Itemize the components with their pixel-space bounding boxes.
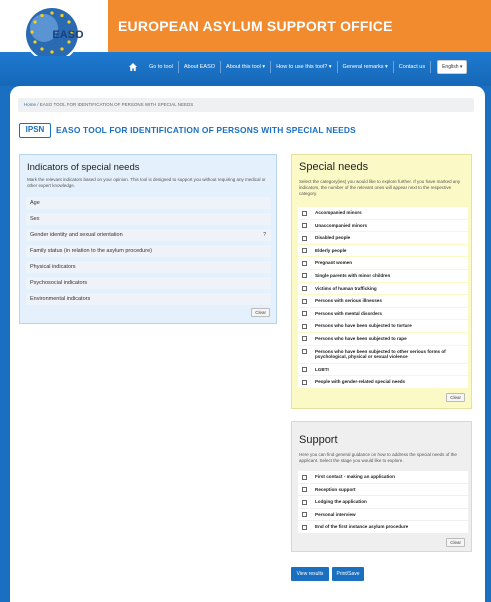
support-list	[298, 471, 468, 534]
item-label: Personal interview	[315, 511, 356, 517]
support-stage-item[interactable]	[298, 509, 468, 521]
support-title: Support	[299, 434, 338, 446]
special-need-item[interactable]	[298, 245, 468, 257]
checkbox[interactable]	[302, 487, 307, 492]
special-need-item[interactable]	[298, 207, 468, 219]
help-icon[interactable]: ?	[263, 232, 266, 238]
support-clear-button[interactable]: Clear	[446, 538, 465, 547]
item-label: End of the first instance asylum procedure	[315, 524, 409, 530]
item-label: Persons who have been subjected to rape	[315, 335, 407, 341]
special-need-item[interactable]	[298, 232, 468, 244]
indicators-panel	[19, 154, 277, 324]
indicator-family-status[interactable]	[26, 245, 271, 257]
item-label: Unaccompanied minors	[315, 222, 368, 228]
checkbox[interactable]	[302, 223, 307, 228]
indicator-label: Age	[30, 200, 40, 206]
special-need-item[interactable]	[298, 220, 468, 232]
checkbox[interactable]	[302, 512, 307, 517]
nav-general-remarks[interactable]: General remarks ▾	[338, 61, 394, 73]
breadcrumb-home[interactable]: Home	[24, 102, 37, 107]
checkbox[interactable]	[302, 475, 307, 480]
indicator-gender-identity[interactable]	[26, 229, 271, 241]
page-title: EASO TOOL FOR IDENTIFICATION OF PERSONS WITH SPECIAL NEEDS	[56, 125, 356, 135]
header-title-band	[108, 0, 491, 52]
nav-about-easo[interactable]: About EASO	[179, 61, 221, 73]
special-need-item[interactable]	[298, 295, 468, 307]
checkbox[interactable]	[302, 336, 307, 341]
special-need-item[interactable]	[298, 376, 468, 388]
checkbox[interactable]	[302, 367, 307, 372]
special-needs-list	[298, 207, 468, 389]
item-label: Reception support	[315, 486, 356, 492]
indicator-label: Psychosocial indicators	[30, 280, 88, 286]
special-needs-description: Select the category(ies) you would like to explore further. If you have marked any indicators, the number of the relevant ones will appear next to the respective category.	[299, 179, 461, 196]
checkbox[interactable]	[302, 273, 307, 278]
checkbox[interactable]	[302, 500, 307, 505]
indicator-age[interactable]	[26, 197, 271, 209]
print-save-button[interactable]: Print/Save	[332, 567, 364, 581]
checkbox[interactable]	[302, 248, 307, 253]
checkbox[interactable]	[302, 525, 307, 530]
item-label: Disabled people	[315, 235, 351, 241]
item-label: Single parents with minor children	[315, 272, 391, 278]
logo-text: EASO	[52, 29, 84, 41]
item-label: Lodging the application	[315, 499, 367, 505]
special-need-item[interactable]	[298, 257, 468, 269]
indicators-clear-button[interactable]: Clear	[251, 308, 270, 317]
view-results-button[interactable]: View results	[291, 567, 329, 581]
checkbox[interactable]	[302, 286, 307, 291]
main-nav	[128, 59, 467, 75]
checkbox[interactable]	[302, 311, 307, 316]
item-label: Pregnant women	[315, 260, 353, 266]
easo-logo[interactable]	[10, 4, 98, 56]
checkbox[interactable]	[302, 261, 307, 266]
support-description: Here you can find general guidance on how to address the special needs of the applicant. Select the stage you would like to explore.	[299, 452, 457, 463]
item-label: Accompanied minors	[315, 210, 362, 215]
checkbox[interactable]	[302, 324, 307, 329]
indicator-label: Family status (in relation to the asylum procedure)	[30, 248, 152, 254]
checkbox[interactable]	[302, 211, 307, 216]
nav-about-tool[interactable]: About this tool ▾	[221, 61, 271, 73]
item-label: Persons with mental disorders	[315, 310, 382, 316]
indicator-label: Physical indicators	[30, 264, 76, 270]
support-stage-item[interactable]	[298, 521, 468, 533]
special-needs-title: Special needs	[299, 161, 369, 173]
indicators-title: Indicators of special needs	[27, 162, 140, 173]
nav-go-to-tool[interactable]: Go to tool	[144, 61, 179, 73]
indicator-sex[interactable]	[26, 213, 271, 225]
nav-contact-us[interactable]: Contact us	[394, 61, 431, 73]
indicator-physical[interactable]	[26, 261, 271, 273]
site-title: EUROPEAN ASYLUM SUPPORT OFFICE	[118, 18, 393, 34]
special-needs-clear-button[interactable]: Clear	[446, 393, 465, 402]
item-label: Persons with serious illnesses	[315, 298, 382, 304]
indicator-environmental[interactable]	[26, 293, 271, 305]
special-need-item[interactable]	[298, 346, 468, 363]
special-need-item[interactable]	[298, 283, 468, 295]
breadcrumb-separator: /	[37, 102, 40, 107]
indicators-description: Mark the relevant indicators based on your opinion. This tool is designed to support you without requiring any medical or other expert knowledge.	[27, 177, 266, 188]
item-label: Elderly people	[315, 247, 347, 253]
checkbox[interactable]	[302, 236, 307, 241]
special-need-item[interactable]	[298, 270, 468, 282]
item-label: People with gender-related special needs	[315, 379, 406, 385]
checkbox[interactable]	[302, 299, 307, 304]
checkbox[interactable]	[302, 380, 307, 385]
item-label: First contact - making an application	[315, 474, 395, 479]
indicator-psychosocial[interactable]	[26, 277, 271, 289]
item-label: LGBTI	[315, 366, 329, 372]
indicator-label: Environmental indicators	[30, 296, 91, 302]
ipsn-badge: IPSN	[19, 123, 51, 138]
home-icon[interactable]	[128, 62, 138, 72]
item-label: Persons who have been subjected to torture	[315, 323, 412, 329]
support-stage-item[interactable]	[298, 484, 468, 496]
nav-how-to-use[interactable]: How to use this tool? ▾	[271, 61, 337, 73]
item-label: Victims of human trafficking	[315, 285, 377, 291]
language-select[interactable]: English ▾	[437, 60, 467, 74]
breadcrumb-current: EASO TOOL FOR IDENTIFICATION OF PERSONS WITH SPECIAL NEEDS	[39, 102, 194, 107]
special-need-item[interactable]	[298, 364, 468, 376]
item-label: Persons who have been subjected to other serious forms of psychological, physical or sexual violence	[315, 348, 446, 360]
breadcrumb	[18, 98, 474, 112]
special-need-item[interactable]	[298, 320, 468, 332]
checkbox[interactable]	[302, 349, 307, 354]
support-panel	[291, 421, 472, 552]
special-needs-panel	[291, 154, 472, 409]
support-stage-item[interactable]	[298, 471, 468, 483]
special-need-item[interactable]	[298, 308, 468, 320]
support-stage-item[interactable]	[298, 496, 468, 508]
indicator-label: Sex	[30, 216, 40, 222]
indicator-label: Gender identity and sexual orientation	[30, 232, 123, 238]
special-need-item[interactable]	[298, 333, 468, 345]
